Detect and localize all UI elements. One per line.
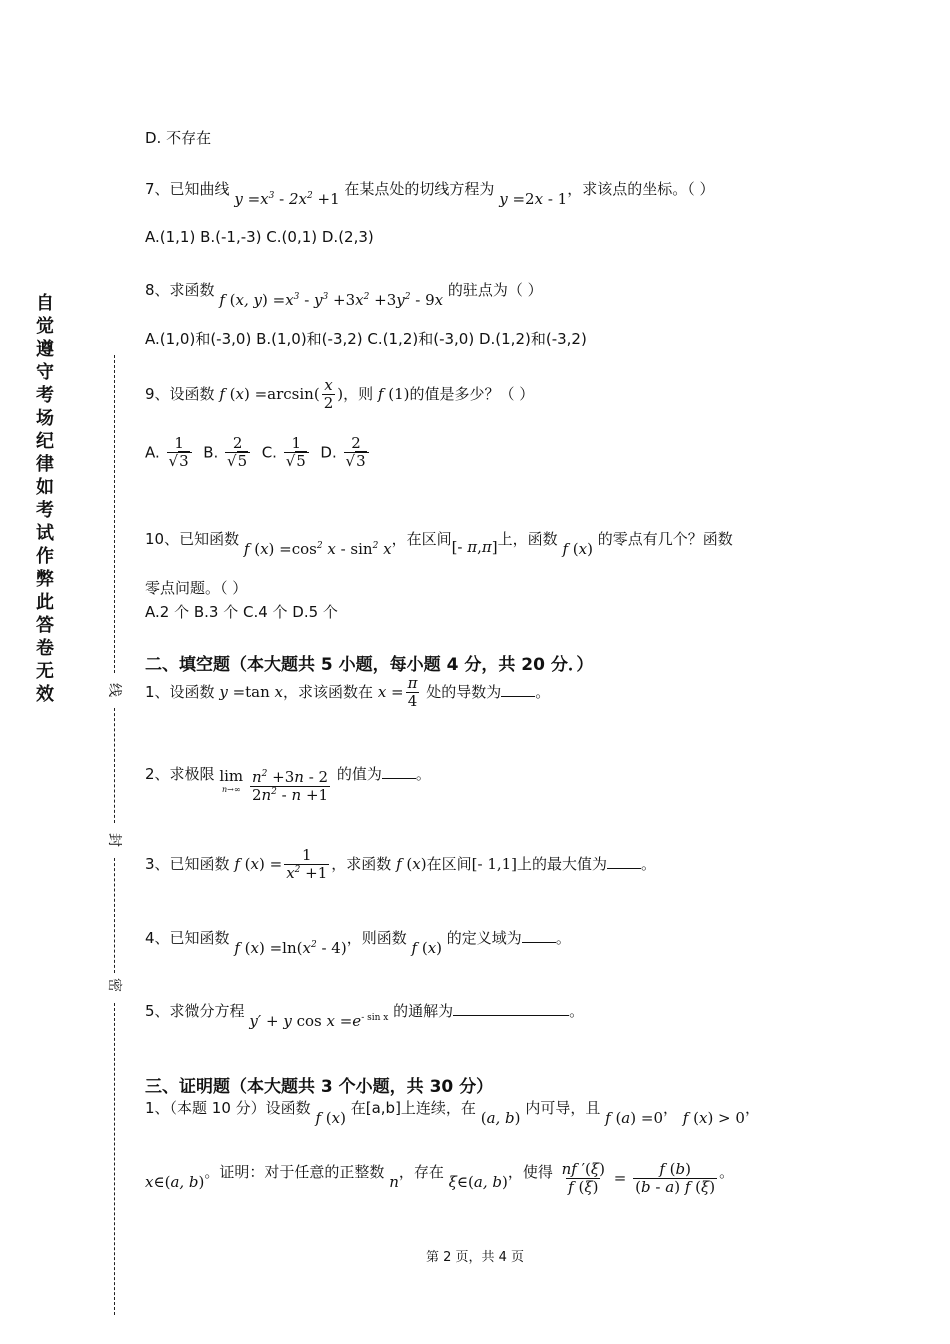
question-7: 7、已知曲线 $y =x^3 - 2x^2 +1$ 在某点处的切线方程为 y =2x - 1，求该点的坐标。（ ） [145, 180, 715, 208]
binding-char-seal: 封 [106, 833, 122, 847]
exam-discipline-notice: 自觉遵守考场纪律如考试作弊此答卷无效 [36, 293, 54, 705]
curve-equation: $y =x^3 - 2x^2 +1$ [234, 190, 340, 208]
question-10-options: A.2 个 B.3 个 C.4 个 D.5 个 [145, 603, 338, 621]
question-9: 9、设函数 f (x) =arcsin( $\frac{x}{2}$ )，则 f (1)的值是多少？（ ） [145, 376, 535, 412]
fill-question-2: 2、求极限 lim n→∞ $\frac{n^2 +3n - 2}{2n^2 - n +1}$ 的值为 。 [145, 764, 431, 804]
proof-question-1: 1、（本题 10 分）设函数 f (x) 在[a,b]上连续，在 (a, b) 内可导，且 f (a) =0， f (x) > 0， [145, 1099, 760, 1127]
function-arcsin: f (x) =arcsin( $\frac{x}{2}$ ) [219, 376, 344, 412]
proof-equation: $\frac{nf '(\xi)}{f (\xi)}$ = $\frac{f (b)}{(b - a) f (\xi)}$ [561, 1160, 716, 1196]
interval-minus-pi-pi: [- π,π] [451, 538, 498, 556]
binding-line-1 [114, 355, 115, 673]
answer-blank-5[interactable] [453, 1015, 569, 1016]
function-cos-sin: f $(x) =\cos^2$ x - $\sin^2 x$ [243, 540, 392, 558]
question-10-line2: 零点问题。（ ） [145, 579, 248, 597]
binding-char-line: 线 [106, 683, 122, 697]
function-fxy: f (x, $y) =x^3 - y^3 +3x^2 +3y^2 - 9x$ [219, 291, 444, 309]
option-a-value: $\frac{1}{√3}$ [167, 436, 192, 470]
answer-blank-3[interactable] [607, 868, 641, 869]
fill-question-5: 5、求微分方程 y′ + y $\cos x =e^{- sin x}$ 的通解为 。 [145, 1002, 585, 1030]
tangent-equation: y =2x - 1 [499, 190, 568, 208]
answer-blank-1[interactable] [501, 696, 535, 697]
question-8: 8、求函数 f (x, $y) =x^3 - y^3 +3x^2 +3y^2 - 9x$ 的驻点为（ ） [145, 281, 543, 309]
option-b-value: $\frac{2}{√5}$ [225, 436, 250, 470]
option-d-value: $\frac{2}{√3}$ [344, 436, 369, 470]
binding-line-4 [114, 1003, 115, 1315]
section-2-heading: 二、填空题（本大题共 5 小题，每小题 4 分，共 20 分．） [145, 655, 594, 675]
option-c-value: $\frac{1}{√5}$ [284, 436, 309, 470]
fill-question-4: 4、已知函数 f $(x) =\ln(x^2 - 4)$，则函数 f (x) 的定义域为 。 [145, 929, 571, 957]
binding-line-2 [114, 708, 115, 823]
limit-expression: $\frac{n^2 +3n - 2}{2n^2 - n +1}$ [251, 768, 329, 804]
question-8-options: A.(1,0)和(-3,0) B.(1,0)和(-3,2) C.(1,2)和(-3,0) D.(1,2)和(-3,2) [145, 330, 587, 348]
answer-blank-2[interactable] [382, 778, 416, 779]
question-10: 10、已知函数 f $(x) =\cos^2$ x - $\sin^2 x$，在区间[- π,π]上，函数 f (x) 的零点有几个？函数 [145, 530, 733, 558]
section-3-heading: 三、证明题（本大题共 3 个小题，共 30 分） [145, 1077, 494, 1097]
answer-blank-4[interactable] [522, 942, 556, 943]
differential-equation: y′ + y $\cos x =e^{- sin x}$ [249, 1012, 389, 1030]
binding-char-dense: 密 [106, 978, 122, 992]
option-d-previous: D. 不存在 [145, 129, 212, 147]
fill-question-1: 1、设函数 y =tan x，求该函数在 x = $\frac{\pi}{4}$ 处的导数为 。 [145, 674, 551, 710]
limit-symbol: lim n→∞ [219, 766, 244, 794]
question-7-options: A.(1,1) B.(-1,-3) C.(0,1) D.(2,3) [145, 228, 374, 246]
question-9-options: A. $\frac{1}{√3}$ B. $\frac{2}{√5}$ C. $\frac{1}{√5}$ D. $\frac{2}{√3}$ [145, 436, 371, 470]
proof-question-1-line2: x∈(a, b)。证明：对于任意的正整数 n，存在 ξ∈(a, b)，使得 $\frac{nf '(\xi)}{f (\xi)}$ = $\frac{f (b)}{(b - a) f (\xi)}$ 。 [145, 1160, 735, 1196]
binding-line-3 [114, 858, 115, 973]
fill-question-3: 3、已知函数 f (x) = $\frac{1}{x^2 +1}$ ，求函数 f (x)在区间[- 1,1]上的最大值为 。 [145, 846, 657, 882]
page-footer: 第 2 页，共 4 页 [425, 1250, 525, 1265]
